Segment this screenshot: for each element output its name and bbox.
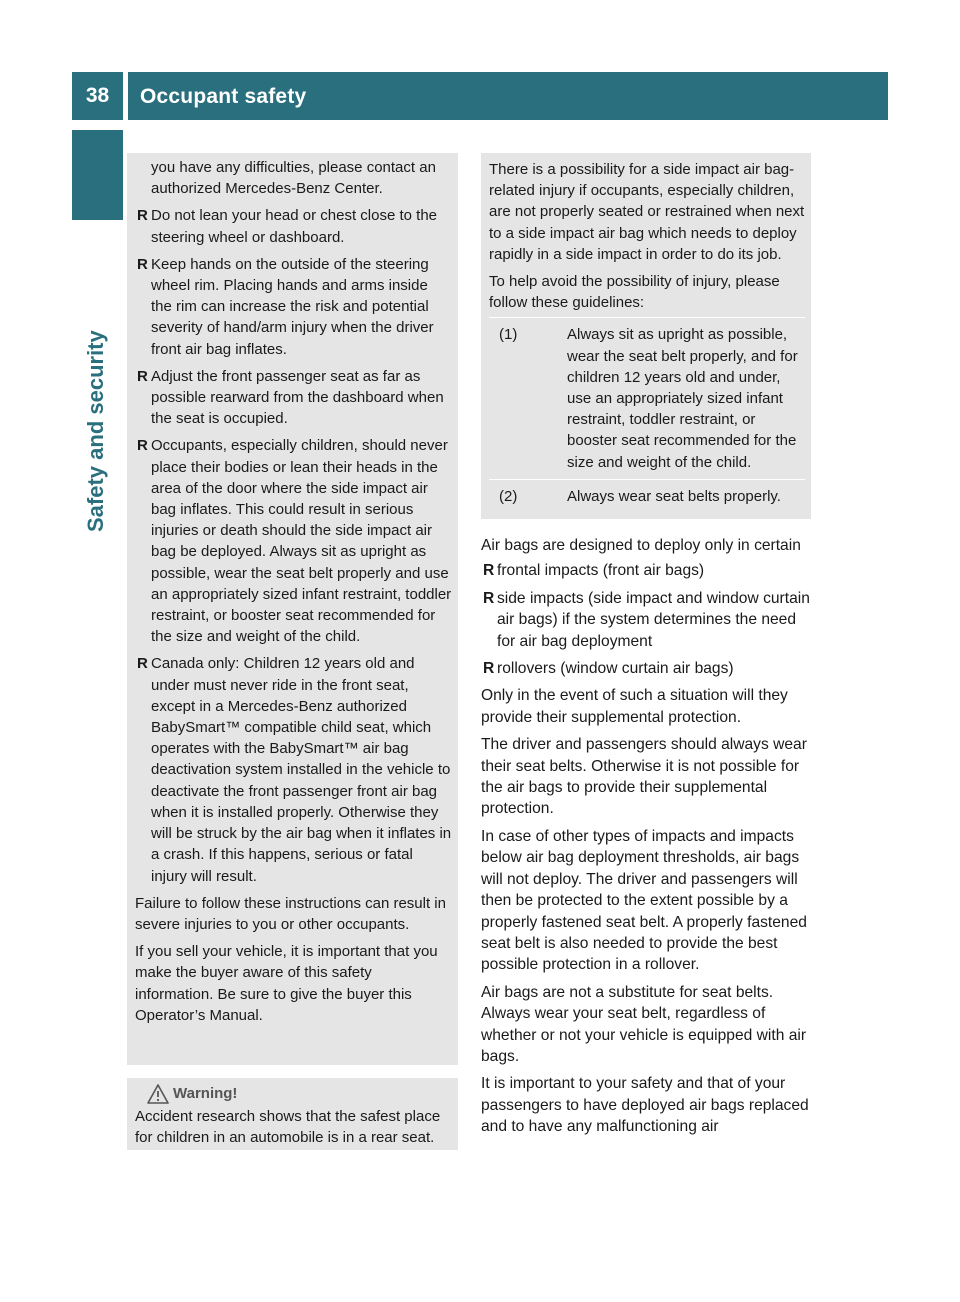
list-item [481, 588, 813, 652]
bullet-marker: R [483, 660, 495, 678]
bullet-marker: R [137, 367, 148, 385]
bullet-marker: R [137, 207, 148, 225]
bullet-marker: R [137, 437, 148, 455]
right-info-panel [481, 153, 811, 519]
list-item [135, 254, 452, 360]
guideline-number: (1) [499, 326, 518, 344]
list-item [481, 658, 813, 679]
list-item-text: Do not lean your head or chest close to the steering wheel or dashboard. [151, 207, 438, 246]
bullet-marker: R [483, 562, 495, 580]
bullet-marker: R [483, 589, 495, 607]
paragraph: Failure to follow these instructions can result in severe injuries to you or other occupants. [135, 894, 446, 933]
guideline-row [489, 317, 805, 478]
warning-panel [127, 1078, 458, 1150]
paragraph: Air bags are designed to deploy only in certain [481, 537, 801, 554]
paragraph: Only in the event of such a situation will they provide their supplemental protection. [481, 687, 788, 726]
list-item [135, 205, 452, 247]
page-title: Occupant safety [140, 85, 307, 108]
paragraph: If you sell your vehicle, it is important that you make the buyer aware of this safety information. Be sure to give the buyer this Operator’s Manual. [135, 943, 438, 1024]
list-item [135, 435, 452, 647]
page-number: 38 [85, 84, 110, 107]
paragraph: It is important to your safety and that of your passengers to have deployed air bags replaced and to have any malfunctioning air [481, 1075, 809, 1136]
list-item [135, 653, 452, 886]
list-item [135, 366, 452, 430]
list-item-text: Adjust the front passenger seat as far as possible rearward from the dashboard when the seat is occupied. [151, 367, 444, 428]
side-tab-marker [72, 130, 123, 220]
guideline-text: Always sit as upright as possible, wear the seat belt properly, and for children 12 years old and under, use an appropriately sized infant restraint, toddler restraint, or booster seat recommended for the size and weight of the child. [567, 326, 798, 471]
warning-triangle-icon [147, 1084, 169, 1104]
guideline-row [489, 479, 805, 513]
list-item [481, 560, 813, 581]
list-item-text: Canada only: Children 12 years old and under must never ride in the front seat, except in a Mercedes-Benz authorized BabySmart™ compatible child seat, which operates with the BabySmart™ air bag deactivation system installed in the vehicle to deactivate the front passenger front air bag when it is installed properly. Otherwise they will be struck by the air bag when it inflates in a crash. If this happens, serious or fatal injury will result. [151, 655, 452, 885]
list-item-text: rollovers (window curtain air bags) [497, 660, 734, 678]
paragraph: The driver and passengers should always wear their seat belts. Otherwise it is not possible for the air bags to provide their supplemental protection. [481, 736, 807, 818]
continuation-text: you have any difficulties, please contact an authorized Mercedes-Benz Center. [151, 159, 436, 198]
paragraph: There is a possibility for a side impact air bag-related injury if occupants, especially children, are not properly seated or restrained when next to a side impact air bag which needs to deploy rapidly in a side impact in order to do its job. [489, 161, 805, 263]
paragraph: To help avoid the possibility of injury, please follow these guidelines: [489, 273, 780, 312]
left-info-panel [127, 153, 458, 1065]
guideline-number: (2) [499, 487, 518, 505]
list-item-text: side impacts (side impact and window curtain air bags) if the system determines the need for air bag deployment [497, 589, 810, 650]
paragraph: In case of other types of impacts and impacts below air bag deployment thresholds, air bags will not deploy. The driver and passengers will then be protected to the extent possible by a properly fastened seat belt. A properly fastened seat belt is also needed to provide the best possible protection in a rollover. [481, 827, 807, 974]
warning-heading [135, 1082, 452, 1106]
list-item-text: frontal impacts (front air bags) [497, 562, 705, 580]
bullet-marker: R [137, 655, 148, 673]
warning-text: Accident research shows that the safest place for children in an automobile is in a rear seat. [135, 1108, 441, 1147]
right-body-text [481, 535, 813, 1144]
paragraph: Air bags are not a substitute for seat belts. Always wear your seat belt, regardless of whether or not your vehicle is equipped with air bags. [481, 983, 807, 1065]
warning-title: Warning! [173, 1085, 238, 1103]
header-separator [123, 72, 128, 120]
side-tab-text: Safety and security [83, 330, 108, 532]
guideline-text: Always wear seat belts properly. [567, 487, 781, 505]
list-item-text: Keep hands on the outside of the steering wheel rim. Placing hands and arms inside the rim can increase the risk and potential severity of hand/arm injury when the driver front air bag inflates. [151, 255, 434, 358]
bullet-marker: R [137, 255, 148, 273]
list-item-text: Occupants, especially children, should never place their bodies or lean their heads in the area of the door where the side impact air bag inflates. This could result in serious injuries or death should the side impact air bag be deployed. Always sit as upright as possible, wear the seat belt properly and use an appropriately sized infant restraint, toddler restraint, or booster seat recommended for the size and weight of the child. [151, 437, 452, 646]
